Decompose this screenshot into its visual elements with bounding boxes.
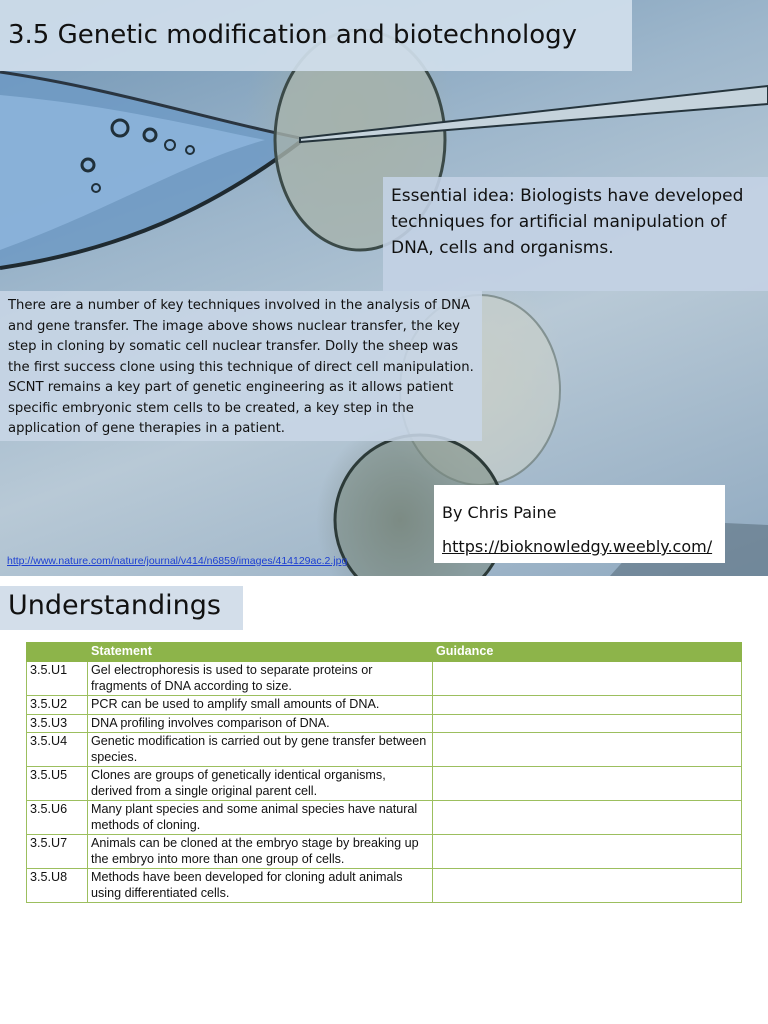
table-row [27, 835, 742, 869]
row-guidance [433, 733, 742, 767]
row-statement: PCR can be used to amplify small amounts of DNA. [88, 696, 433, 715]
table-row [27, 714, 742, 733]
image-source-link[interactable]: http://www.nature.com/nature/journal/v414/n6859/images/414129ac.2.jpg [7, 555, 348, 567]
code-column-header [27, 643, 88, 662]
table-row [27, 801, 742, 835]
row-guidance [433, 869, 742, 903]
table-row [27, 696, 742, 715]
intro-text: There are a number of key techniques involved in the analysis of DNA and gene transfer. The image above shows nuclear transfer, the key step in cloning by somatic cell nuclear transfer. Dolly the sheep was the first success clone using this technique of direct cell manipulation. SCNT remains a key part of genetic engineering as it allows patient specific embryonic stem cells to be created, a key step in the application of gene therapies in a patient. [8, 298, 474, 436]
statement-column-header: Statement [88, 643, 433, 662]
row-code: 3.5.U1 [27, 662, 88, 696]
row-code: 3.5.U5 [27, 767, 88, 801]
row-statement: DNA profiling involves comparison of DNA. [88, 714, 433, 733]
table-row [27, 767, 742, 801]
row-guidance [433, 696, 742, 715]
row-statement: Animals can be cloned at the embryo stage by breaking up the embryo into more than one group of cells. [88, 835, 433, 869]
row-code: 3.5.U7 [27, 835, 88, 869]
essential-idea-text: Essential idea: Biologists have developed techniques for artificial manipulation of DNA, cells and organisms. [391, 186, 744, 258]
row-code: 3.5.U2 [27, 696, 88, 715]
title-band [0, 0, 632, 71]
row-statement: Many plant species and some animal species have natural methods of cloning. [88, 801, 433, 835]
understandings-table [26, 642, 742, 903]
row-statement: Gel electrophoresis is used to separate proteins or fragments of DNA according to size. [88, 662, 433, 696]
author-name: By Chris Paine [442, 503, 557, 522]
intro-box [0, 291, 482, 441]
row-guidance [433, 767, 742, 801]
row-code: 3.5.U4 [27, 733, 88, 767]
table-row [27, 662, 742, 696]
author-box [434, 485, 725, 563]
table-header-row [27, 643, 742, 662]
table-row [27, 733, 742, 767]
row-statement: Genetic modification is carried out by gene transfer between species. [88, 733, 433, 767]
row-guidance [433, 662, 742, 696]
row-code: 3.5.U6 [27, 801, 88, 835]
row-guidance [433, 714, 742, 733]
row-code: 3.5.U8 [27, 869, 88, 903]
website-link[interactable]: https://bioknowledgy.weebly.com/ [442, 537, 713, 556]
essential-idea-box [383, 177, 768, 291]
page-title: 3.5 Genetic modification and biotechnology [8, 20, 578, 50]
understandings-heading-box [0, 586, 243, 630]
row-code: 3.5.U3 [27, 714, 88, 733]
row-guidance [433, 835, 742, 869]
understandings-heading: Understandings [8, 590, 221, 621]
table-row [27, 869, 742, 903]
row-guidance [433, 801, 742, 835]
guidance-column-header: Guidance [433, 643, 742, 662]
row-statement: Methods have been developed for cloning adult animals using differentiated cells. [88, 869, 433, 903]
row-statement: Clones are groups of genetically identical organisms, derived from a single original parent cell. [88, 767, 433, 801]
